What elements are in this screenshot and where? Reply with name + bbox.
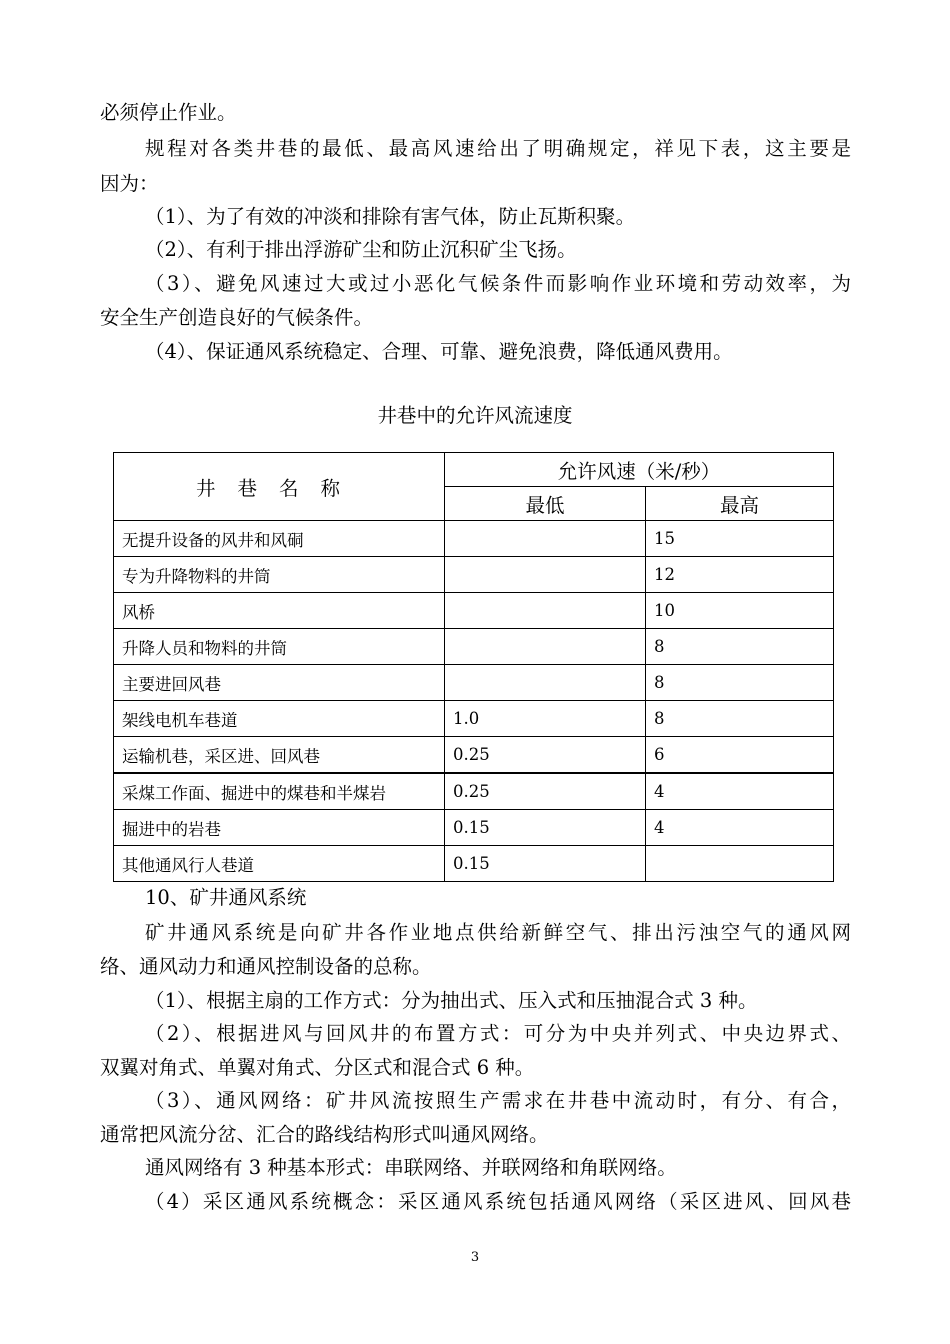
cell-min: 0.25 bbox=[445, 737, 646, 774]
text-line: 通风网络有 3 种基本形式：串联网络、并联网络和角联网络。 bbox=[145, 1156, 677, 1179]
text-line: 双翼对角式、单翼对角式、分区式和混合式 6 种。 bbox=[100, 1056, 535, 1079]
table-row bbox=[114, 810, 834, 846]
table-row bbox=[114, 846, 834, 882]
text-line: （3）、通风网络：矿井风流按照生产需求在井巷中流动时，有分、有合， bbox=[145, 1089, 851, 1112]
text-line: 安全生产创造良好的气候条件。 bbox=[100, 306, 374, 329]
header-name: 井巷名称 bbox=[114, 453, 445, 521]
text-line: 因为： bbox=[100, 172, 159, 195]
text-line: 规程对各类井巷的最低、最高风速给出了明确规定，祥见下表，这主要是 bbox=[145, 137, 851, 160]
cell-name: 运输机巷，采区进、回风巷 bbox=[114, 737, 445, 774]
table-row bbox=[114, 701, 834, 737]
header-max: 最高 bbox=[646, 487, 834, 521]
cell-name: 主要进回风巷 bbox=[114, 665, 445, 701]
table-row bbox=[114, 593, 834, 629]
page-number: 3 bbox=[470, 1250, 480, 1265]
cell-max: 8 bbox=[646, 629, 834, 665]
text-line: 必须停止作业。 bbox=[100, 101, 237, 124]
cell-max: 8 bbox=[646, 665, 834, 701]
text-line: （1）、为了有效的冲淡和排除有害气体，防止瓦斯积聚。 bbox=[145, 205, 636, 228]
cell-min bbox=[445, 629, 646, 665]
wind-speed-table bbox=[113, 452, 834, 882]
cell-min bbox=[445, 557, 646, 593]
cell-min: 0.25 bbox=[445, 773, 646, 810]
cell-max: 8 bbox=[646, 701, 834, 737]
table-row bbox=[114, 557, 834, 593]
text-line: （4）采区通风系统概念：采区通风系统包括通风网络（采区进风、回风巷 bbox=[145, 1190, 851, 1213]
cell-name: 风桥 bbox=[114, 593, 445, 629]
cell-max: 15 bbox=[646, 521, 834, 557]
text-line: （3）、避免风速过大或过小恶化气候条件而影响作业环境和劳动效率，为 bbox=[145, 272, 851, 295]
cell-min bbox=[445, 665, 646, 701]
table-row bbox=[114, 737, 834, 774]
text-line: （2）、根据进风与回风井的布置方式：可分为中央并列式、中央边界式、 bbox=[145, 1022, 851, 1045]
cell-name: 其他通风行人巷道 bbox=[114, 846, 445, 882]
text-line: 通常把风流分岔、汇合的路线结构形式叫通风网络。 bbox=[100, 1123, 549, 1146]
cell-name: 无提升设备的风井和风硐 bbox=[114, 521, 445, 557]
table-row bbox=[114, 521, 834, 557]
cell-max: 12 bbox=[646, 557, 834, 593]
cell-max: 4 bbox=[646, 810, 834, 846]
cell-name: 专为升降物料的井筒 bbox=[114, 557, 445, 593]
cell-min bbox=[445, 593, 646, 629]
text-line: （4）、保证通风系统稳定、合理、可靠、避免浪费，降低通风费用。 bbox=[145, 340, 733, 363]
cell-max: 4 bbox=[646, 773, 834, 810]
table-row bbox=[114, 629, 834, 665]
cell-max bbox=[646, 846, 834, 882]
cell-name: 升降人员和物料的井筒 bbox=[114, 629, 445, 665]
cell-max: 10 bbox=[646, 593, 834, 629]
text-line: （1）、根据主扇的工作方式：分为抽出式、压入式和压抽混合式 3 种。 bbox=[145, 989, 758, 1012]
header-min: 最低 bbox=[445, 487, 646, 521]
text-line: （2）、有利于排出浮游矿尘和防止沉积矿尘飞扬。 bbox=[145, 238, 577, 261]
cell-min: 1.0 bbox=[445, 701, 646, 737]
header-allowed-speed: 允许风速（米/秒） bbox=[445, 453, 834, 487]
cell-max: 6 bbox=[646, 737, 834, 774]
table-row bbox=[114, 665, 834, 701]
cell-name: 掘进中的岩巷 bbox=[114, 810, 445, 846]
cell-name: 架线电机车巷道 bbox=[114, 701, 445, 737]
cell-min: 0.15 bbox=[445, 846, 646, 882]
cell-min bbox=[445, 521, 646, 557]
section-heading: 10、矿井通风系统 bbox=[145, 886, 307, 909]
text-line: 络、通风动力和通风控制设备的总称。 bbox=[100, 955, 432, 978]
table-row bbox=[114, 773, 834, 810]
text-line: 矿井通风系统是向矿井各作业地点供给新鲜空气、排出污浊空气的通风网 bbox=[145, 921, 851, 944]
cell-name: 采煤工作面、掘进中的煤巷和半煤岩 bbox=[114, 773, 445, 810]
table-caption: 井巷中的允许风流速度 bbox=[377, 404, 573, 427]
cell-min: 0.15 bbox=[445, 810, 646, 846]
